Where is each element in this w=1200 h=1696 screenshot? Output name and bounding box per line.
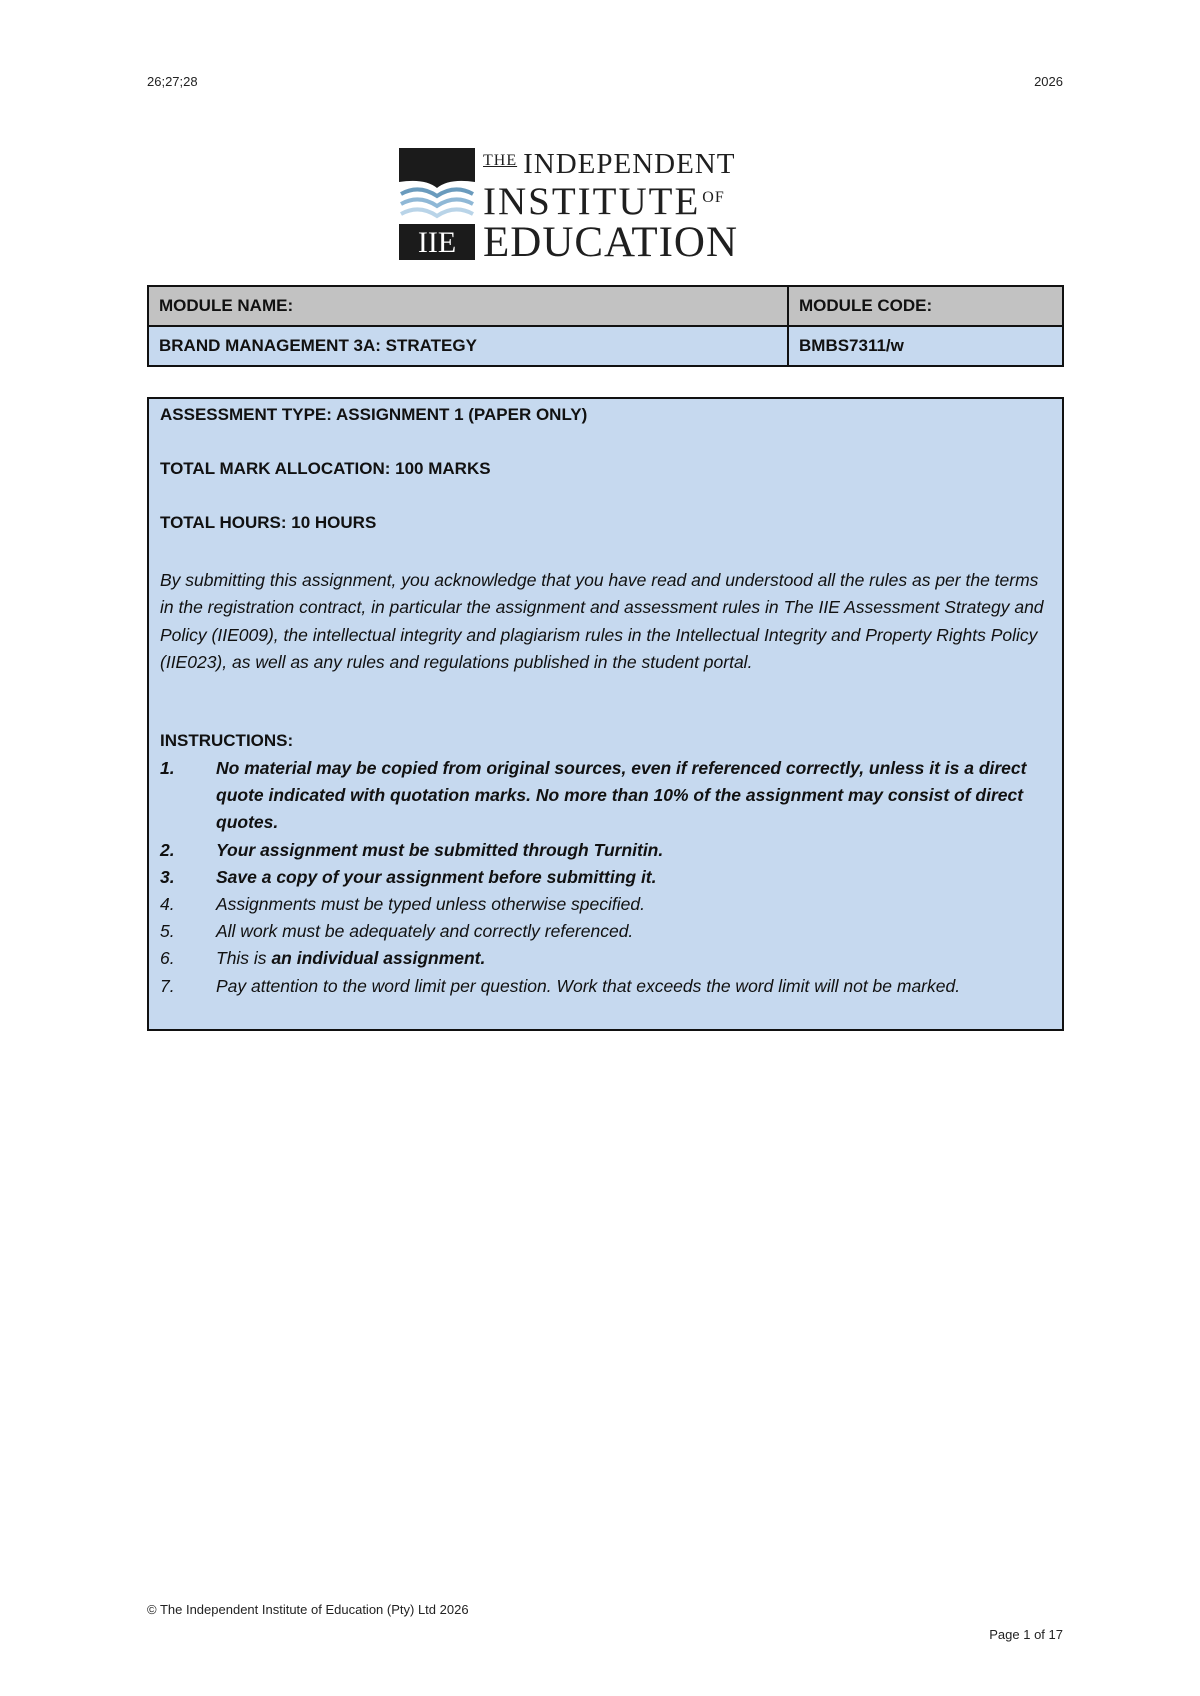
logo-of: OF: [702, 189, 725, 206]
instruction-text-bold: an individual assignment.: [271, 948, 486, 969]
instruction-item: [160, 864, 1060, 891]
logo-education: EDUCATION: [483, 219, 739, 266]
logo-independent: INDEPENDENT: [523, 148, 736, 180]
instruction-number: 6.: [160, 948, 175, 969]
instruction-text: All work must be adequately and correctly referenced.: [216, 921, 634, 942]
assessment-type: ASSESSMENT TYPE: ASSIGNMENT 1 (PAPER ONLY): [160, 405, 588, 424]
module-code-label: MODULE CODE:: [788, 286, 1063, 326]
footer-page-number: Page 1 of 17: [989, 1627, 1063, 1642]
header-year: 2026: [1034, 74, 1063, 89]
logo-the: THE: [483, 152, 518, 169]
instruction-item: [160, 837, 1060, 864]
iie-mark-text: IIE: [417, 226, 457, 259]
module-table-value-row: [148, 326, 1063, 366]
iie-book-icon: [399, 148, 475, 260]
header-left-text: 26;27;28: [147, 74, 198, 89]
instruction-number: 2.: [160, 839, 175, 860]
instruction-item: [160, 891, 1060, 918]
instruction-number: 5.: [160, 921, 175, 942]
instruction-text: Assignments must be typed unless otherwise specified.: [216, 894, 645, 915]
module-name-label: MODULE NAME:: [148, 286, 788, 326]
instruction-number: 3.: [160, 866, 175, 887]
instruction-text: Save a copy of your assignment before submitting it.: [216, 866, 657, 887]
module-code-value: BMBS7311/w: [788, 326, 1063, 366]
instruction-text-plain: This is: [216, 948, 272, 969]
assessment-box: [147, 397, 1064, 1031]
instruction-text: Your assignment must be submitted through Turnitin.: [216, 839, 664, 860]
instruction-item: [160, 755, 1060, 837]
module-name-value: BRAND MANAGEMENT 3A: STRATEGY: [148, 326, 788, 366]
instruction-number: 4.: [160, 894, 175, 915]
logo-line-1: [483, 148, 735, 181]
instruction-item: [160, 918, 1060, 945]
module-info-table: [147, 285, 1064, 367]
instruction-number: 1.: [160, 758, 175, 778]
instructions-title: INSTRUCTIONS:: [160, 731, 294, 750]
instruction-text: No material may be copied from original sources, even if referenced correctly, unless it is a direct quote indicated with quotation marks. No more than 10% of the assignment may consist of direct quotes.: [216, 758, 1027, 833]
instructions-list: [160, 755, 1060, 1000]
module-table-header-row: [148, 286, 1063, 326]
instruction-text: Pay attention to the word limit per question. Work that exceeds the word limit will not be marked.: [216, 975, 961, 996]
footer-copyright: © The Independent Institute of Education (Pty) Ltd 2026: [147, 1602, 469, 1617]
total-mark-allocation: TOTAL MARK ALLOCATION: 100 MARKS: [160, 459, 491, 478]
logo-institute: INSTITUTE: [483, 180, 701, 223]
instruction-item: [160, 973, 1060, 1000]
total-hours: TOTAL HOURS: 10 HOURS: [160, 513, 377, 532]
instruction-item: [160, 945, 1060, 972]
instruction-number: 7.: [160, 975, 175, 996]
iie-logo: [399, 148, 813, 266]
institute-name: [483, 148, 813, 266]
acknowledgement-text: By submitting this assignment, you acknowledge that you have read and understood all the rules as per the terms in the registration contract, in particular the assignment and assessment rules in The IIE Assessment Strategy and Policy (IIE009), the intellectual integrity and plagiarism rules in the Intellectual Integrity and Property Rights Policy (IIE023), as well as any rules and regulations published in the student portal.: [160, 570, 1044, 673]
